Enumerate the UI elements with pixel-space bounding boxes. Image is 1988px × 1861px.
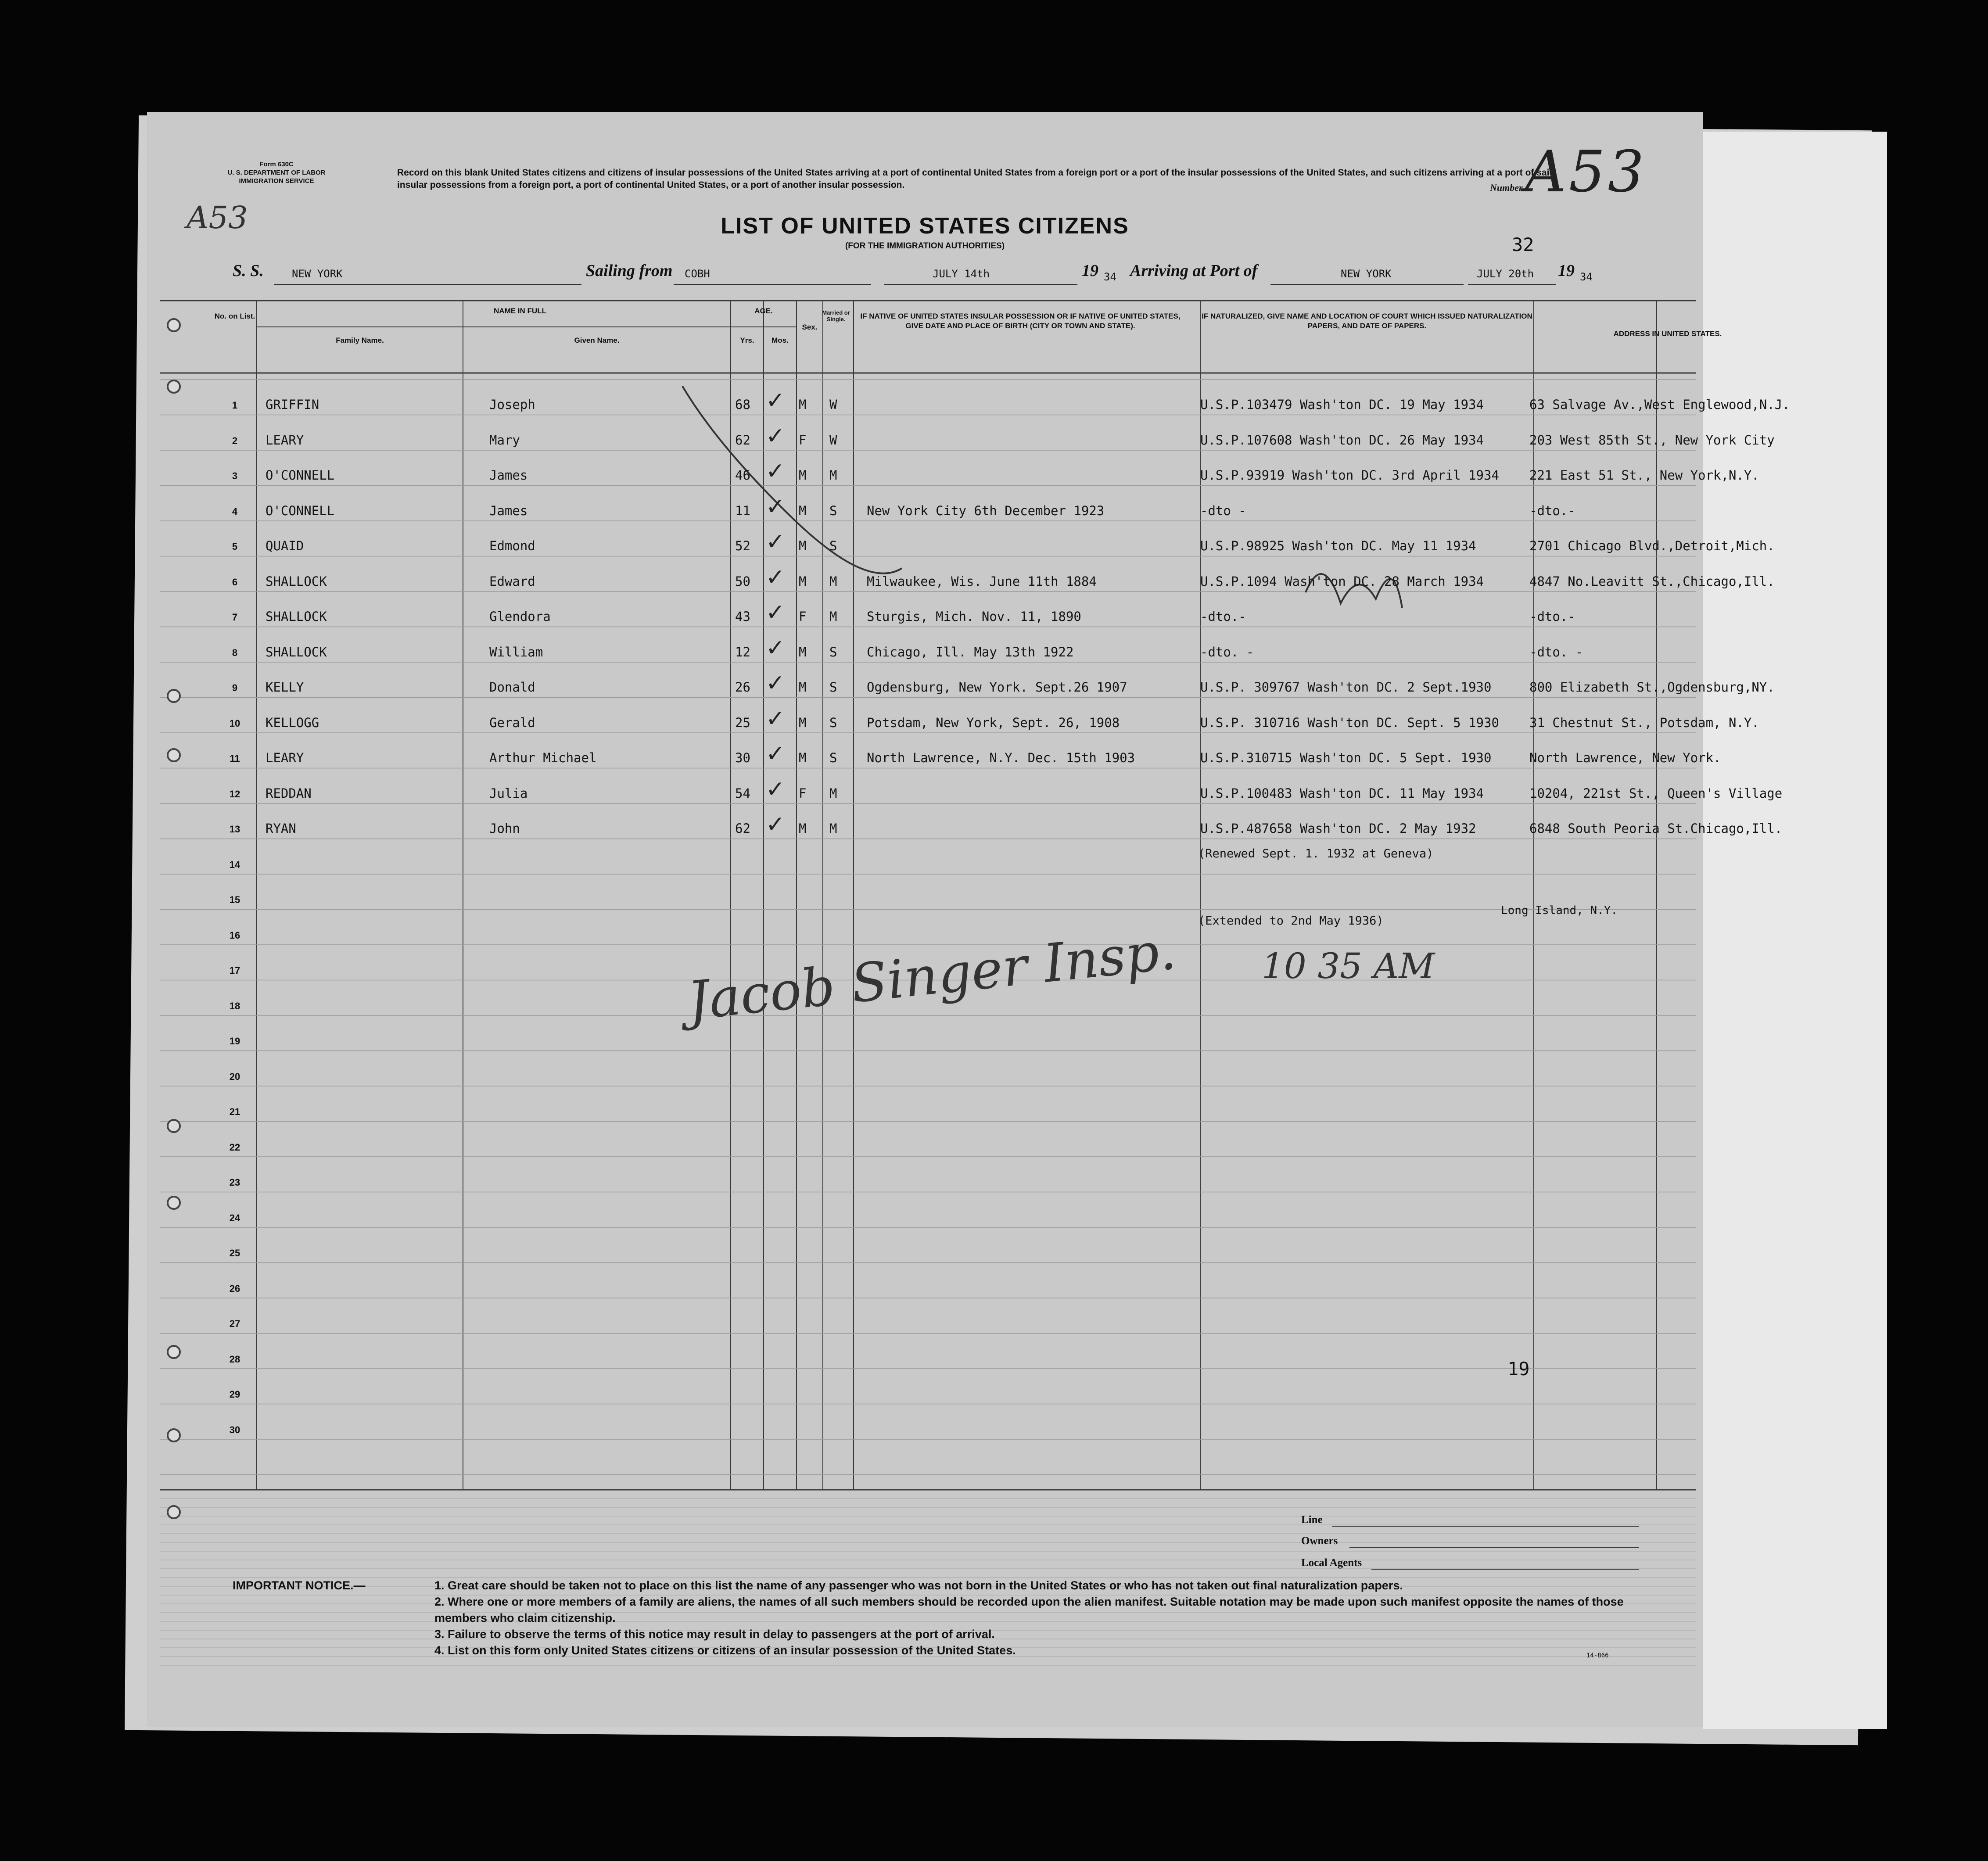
naturalization: U.S.P. 310716 Wash'ton DC. Sept. 5 1930 — [1200, 715, 1499, 730]
sailing-from: COBH — [685, 268, 710, 280]
check-mark: ✓ — [766, 741, 785, 767]
given-name: John — [489, 821, 520, 836]
arrival-port: NEW YORK — [1341, 268, 1392, 280]
naturalization: U.S.P.107608 Wash'ton DC. 26 May 1934 — [1200, 432, 1484, 448]
family-name: LEARY — [266, 750, 304, 765]
punch-hole — [167, 1428, 181, 1442]
us-address: 4847 No.Leavitt St.,Chicago,Ill. — [1529, 574, 1775, 589]
family-name: O'CONNELL — [266, 468, 335, 483]
col-given-name: Given Name. — [574, 336, 620, 344]
col-married: Married or Single. — [822, 309, 850, 323]
ss-label: S. S. — [233, 262, 264, 280]
marital-status: M — [829, 468, 837, 483]
us-address: 221 East 51 St., New York,N.Y. — [1529, 468, 1759, 483]
us-address: 2701 Chicago Blvd.,Detroit,Mich. — [1529, 538, 1775, 553]
us-address: 63 Salvage Av.,West Englewood,N.J. — [1529, 397, 1790, 412]
sex: M — [799, 821, 807, 836]
punch-hole — [167, 689, 181, 703]
col-native: IF NATIVE OF UNITED STATES INSULAR POSSESSION OR IF NATIVE OF UNITED STATES, GIVE DATE AND PLACE OF BIRTH (CITY OR TOWN AND STATE). — [860, 312, 1181, 330]
family-name: KELLY — [266, 680, 304, 695]
age-years: 52 — [735, 538, 750, 553]
sailing-year-prefix: 19 — [1082, 262, 1098, 280]
address-continuation: Long Island, N.Y. — [1501, 904, 1618, 917]
family-name: REDDAN — [266, 785, 312, 801]
row-number: 20 — [229, 1071, 240, 1082]
marital-status: S — [829, 538, 837, 553]
family-name: O'CONNELL — [266, 503, 335, 518]
sex: M — [799, 715, 807, 730]
naturalization: U.S.P.93919 Wash'ton DC. 3rd April 1934 — [1200, 468, 1499, 483]
punch-hole — [167, 1345, 181, 1359]
family-name: SHALLOCK — [266, 644, 327, 660]
check-mark: ✓ — [766, 600, 785, 625]
family-name: GRIFFIN — [266, 397, 319, 412]
col-address: ADDRESS IN UNITED STATES. — [1613, 330, 1722, 338]
birth-place-date: Milwaukee, Wis. June 11th 1884 — [867, 574, 1097, 589]
check-mark: ✓ — [766, 776, 785, 802]
page-number: 32 — [1512, 234, 1534, 255]
given-name: Julia — [489, 785, 528, 801]
page-subtitle: (FOR THE IMMIGRATION AUTHORITIES) — [845, 241, 1005, 251]
given-name: Edward — [489, 574, 535, 589]
age-years: 12 — [735, 644, 750, 660]
row-number: 16 — [229, 929, 240, 941]
sex: M — [799, 503, 807, 518]
naturalization: U.S.P.487658 Wash'ton DC. 2 May 1932 — [1200, 821, 1476, 836]
age-years: 68 — [735, 397, 750, 412]
age-years: 11 — [735, 503, 750, 518]
birth-place-date: Ogdensburg, New York. Sept.26 1907 — [867, 680, 1127, 695]
sex: M — [799, 538, 807, 553]
page-title: LIST OF UNITED STATES CITIZENS — [721, 213, 1129, 239]
naturalization: U.S.P.1094 Wash'ton DC. 28 March 1934 — [1200, 574, 1484, 589]
owners-label: Owners — [1301, 1535, 1338, 1547]
marital-status: S — [829, 715, 837, 730]
sailing-year: 34 — [1104, 271, 1116, 283]
col-naturalized: IF NATURALIZED, GIVE NAME AND LOCATION OF COURT WHICH ISSUED NATURALIZATION PAPERS, AND DATE OF PAPERS. — [1202, 312, 1532, 330]
line-label: Line — [1301, 1514, 1323, 1526]
family-name: KELLOGG — [266, 715, 319, 730]
given-name: Joseph — [489, 397, 535, 412]
time-note: 10 35 AM — [1262, 946, 1435, 986]
sailing-date: JULY 14th — [933, 268, 990, 280]
inspector-signature: Jacob Singer Insp. — [685, 920, 1179, 1032]
row-number: 3 — [232, 470, 238, 481]
family-name: LEARY — [266, 432, 304, 448]
row-number: 27 — [229, 1318, 240, 1329]
marital-status: S — [829, 680, 837, 695]
row-number: 30 — [229, 1424, 240, 1435]
row-number: 4 — [232, 506, 238, 517]
marital-status: M — [829, 785, 837, 801]
col-mos: Mos. — [772, 336, 789, 344]
given-name: William — [489, 644, 543, 660]
naturalization: U.S.P.103479 Wash'ton DC. 19 May 1934 — [1200, 397, 1484, 412]
col-no: No. on List. — [214, 312, 255, 320]
table-grid — [147, 112, 1703, 1735]
naturalization: U.S.P.98925 Wash'ton DC. May 11 1934 — [1200, 538, 1476, 553]
given-name: Edmond — [489, 538, 535, 553]
check-mark: ✓ — [766, 388, 785, 413]
form-id: Form 630C — [259, 161, 294, 168]
us-address: North Lawrence, New York. — [1529, 750, 1721, 765]
naturalization: U.S.P.310715 Wash'ton DC. 5 Sept. 1930 — [1200, 750, 1492, 765]
row-number: 9 — [232, 682, 238, 693]
sex: F — [799, 609, 807, 624]
us-address: -dto.- — [1529, 609, 1575, 624]
service: IMMIGRATION SERVICE — [239, 177, 314, 185]
row-number: 29 — [229, 1389, 240, 1400]
family-name: RYAN — [266, 821, 296, 836]
check-mark: ✓ — [766, 812, 785, 837]
col-family-name: Family Name. — [336, 336, 384, 344]
us-address: 6848 South Peoria St.Chicago,Ill. — [1529, 821, 1783, 836]
marital-status: M — [829, 609, 837, 624]
us-address: -dto.- — [1529, 503, 1575, 518]
given-name: Glendora — [489, 609, 551, 624]
birth-place-date: North Lawrence, N.Y. Dec. 15th 1903 — [867, 750, 1135, 765]
arrival-year-prefix: 19 — [1558, 262, 1575, 280]
marital-status: W — [829, 432, 837, 448]
row-number: 18 — [229, 1000, 240, 1011]
family-name: SHALLOCK — [266, 574, 327, 589]
us-address: -dto. - — [1529, 644, 1583, 660]
row-number: 15 — [229, 894, 240, 905]
check-mark: ✓ — [766, 529, 785, 555]
instructions: Record on this blank United States citizens and citizens of insular possessions of the United States arriving at a port of continental United States from a foreign port or a port of the insular possessions of the United States, and such citizens arriving at a port of said insular possessions from a foreign port, a port of continental United States, or a port of another insular possession. — [397, 168, 1555, 190]
col-yrs: Yrs. — [740, 336, 754, 344]
naturalization: U.S.P.100483 Wash'ton DC. 11 May 1934 — [1200, 785, 1484, 801]
punch-hole — [167, 318, 181, 332]
given-name: Mary — [489, 432, 520, 448]
number-label: Number — [1490, 182, 1523, 193]
footer-number: 19 — [1507, 1358, 1530, 1380]
sailing-label: Sailing from — [586, 262, 673, 280]
age-years: 54 — [735, 785, 750, 801]
arriving-label: Arriving at Port of — [1130, 262, 1258, 280]
given-name: Donald — [489, 680, 535, 695]
row-number: 2 — [232, 435, 238, 446]
extended-note: (Extended to 2nd May 1936) — [1198, 914, 1384, 928]
us-address: 203 West 85th St., New York City — [1529, 432, 1775, 448]
age-years: 30 — [735, 750, 750, 765]
sex: M — [799, 680, 807, 695]
renewed-note: (Renewed Sept. 1. 1932 at Geneva) — [1198, 847, 1434, 861]
birth-place-date: Sturgis, Mich. Nov. 11, 1890 — [867, 609, 1081, 624]
row-number: 1 — [232, 400, 238, 411]
punch-hole — [167, 1505, 181, 1519]
important-notice — [233, 1578, 1637, 1659]
naturalization: -dto - — [1200, 503, 1246, 518]
row-number: 21 — [229, 1106, 240, 1117]
right-stacked-pages — [1703, 132, 1887, 1729]
row-number: 8 — [232, 647, 238, 658]
check-mark: ✓ — [766, 635, 785, 661]
row-number: 13 — [229, 824, 240, 835]
age-years: 62 — [735, 432, 750, 448]
check-mark: ✓ — [766, 564, 785, 590]
row-number: 26 — [229, 1283, 240, 1294]
age-years: 50 — [735, 574, 750, 589]
naturalization: -dto. - — [1200, 644, 1254, 660]
check-mark: ✓ — [766, 423, 785, 449]
age-years: 46 — [735, 468, 750, 483]
marital-status: M — [829, 574, 837, 589]
row-number: 22 — [229, 1141, 240, 1153]
manifest-sheet — [147, 112, 1790, 1727]
naturalization: U.S.P. 309767 Wash'ton DC. 2 Sept.1930 — [1200, 680, 1492, 695]
birth-place-date: Potsdam, New York, Sept. 26, 1908 — [867, 715, 1120, 730]
marital-status: S — [829, 644, 837, 660]
sex: M — [799, 397, 807, 412]
department: U. S. DEPARTMENT OF LABOR — [227, 169, 326, 176]
sex: M — [799, 750, 807, 765]
row-number: 7 — [232, 612, 238, 623]
punch-hole — [167, 380, 181, 394]
row-number: 14 — [229, 859, 240, 870]
local-agents-label: Local Agents — [1301, 1557, 1362, 1569]
row-number: 5 — [232, 541, 238, 552]
us-address: 800 Elizabeth St.,Ogdensburg,NY. — [1529, 680, 1775, 695]
sex: M — [799, 574, 807, 589]
notice-item-1: 1. Great care should be taken not to place on this list the name of any passenger who was not born in the United States or who has not taken out final naturalization papers. — [434, 1579, 1403, 1592]
notice-item-2: 2. Where one or more members of a family are aliens, the names of all such members should be recorded upon the alien manifest. Suitable notation may be made upon such manifest opposite the names of those members who claim citizenship. — [434, 1595, 1624, 1624]
notice-item-3: 3. Failure to observe the terms of this notice may result in delay to passengers at the port of arrival. — [434, 1628, 995, 1641]
marital-status: W — [829, 397, 837, 412]
check-mark: ✓ — [766, 459, 785, 484]
given-name: James — [489, 468, 528, 483]
ship-name: NEW YORK — [292, 268, 343, 280]
row-number: 17 — [229, 965, 240, 976]
family-name: SHALLOCK — [266, 609, 327, 624]
arrival-date: JULY 20th — [1477, 268, 1534, 280]
row-number: 6 — [232, 576, 238, 588]
row-number: 11 — [230, 753, 240, 764]
us-address: 10204, 221st St., Queen's Village — [1529, 785, 1783, 801]
row-number: 23 — [229, 1177, 240, 1188]
age-years: 62 — [735, 821, 750, 836]
notice-item-4: 4. List on this form only United States citizens or citizens of an insular possession of the United States. — [434, 1644, 1016, 1657]
marital-status: M — [829, 821, 837, 836]
arrival-year: 34 — [1580, 271, 1593, 283]
row-number: 19 — [229, 1036, 240, 1047]
row-number: 10 — [229, 717, 240, 729]
marital-status: S — [829, 750, 837, 765]
footer-code: 14-866 — [1586, 1652, 1609, 1659]
given-name: Gerald — [489, 715, 535, 730]
age-years: 43 — [735, 609, 750, 624]
signature-flourish — [682, 386, 902, 574]
age-years: 26 — [735, 680, 750, 695]
row-number: 12 — [229, 788, 240, 800]
naturalization: -dto.- — [1200, 609, 1246, 624]
family-name: QUAID — [266, 538, 304, 553]
col-age: AGE. — [754, 307, 773, 315]
check-mark: ✓ — [766, 706, 785, 731]
given-name: James — [489, 503, 528, 518]
punch-hole — [167, 748, 181, 762]
sex: M — [799, 468, 807, 483]
us-address: 31 Chestnut St., Potsdam, N.Y. — [1529, 715, 1759, 730]
row-number: 28 — [229, 1353, 240, 1365]
age-years: 25 — [735, 715, 750, 730]
row-number: 25 — [229, 1248, 240, 1259]
punch-hole — [167, 1196, 181, 1210]
sex: M — [799, 644, 807, 660]
sex: F — [799, 785, 807, 801]
birth-place-date: New York City 6th December 1923 — [867, 503, 1105, 518]
check-mark: ✓ — [766, 494, 785, 520]
col-name-in-full: NAME IN FULL — [494, 307, 546, 315]
number-value: A53 — [1525, 138, 1647, 205]
margin-mark: A53 — [187, 200, 248, 236]
birth-place-date: Chicago, Ill. May 13th 1922 — [867, 644, 1074, 660]
notice-heading: IMPORTANT NOTICE.— — [233, 1579, 366, 1592]
punch-hole — [167, 1119, 181, 1133]
row-number: 24 — [229, 1212, 240, 1223]
marital-status: S — [829, 503, 837, 518]
sex: F — [799, 432, 807, 448]
col-sex: Sex. — [802, 323, 818, 331]
given-name: Arthur Michael — [489, 750, 597, 765]
check-mark: ✓ — [766, 671, 785, 696]
